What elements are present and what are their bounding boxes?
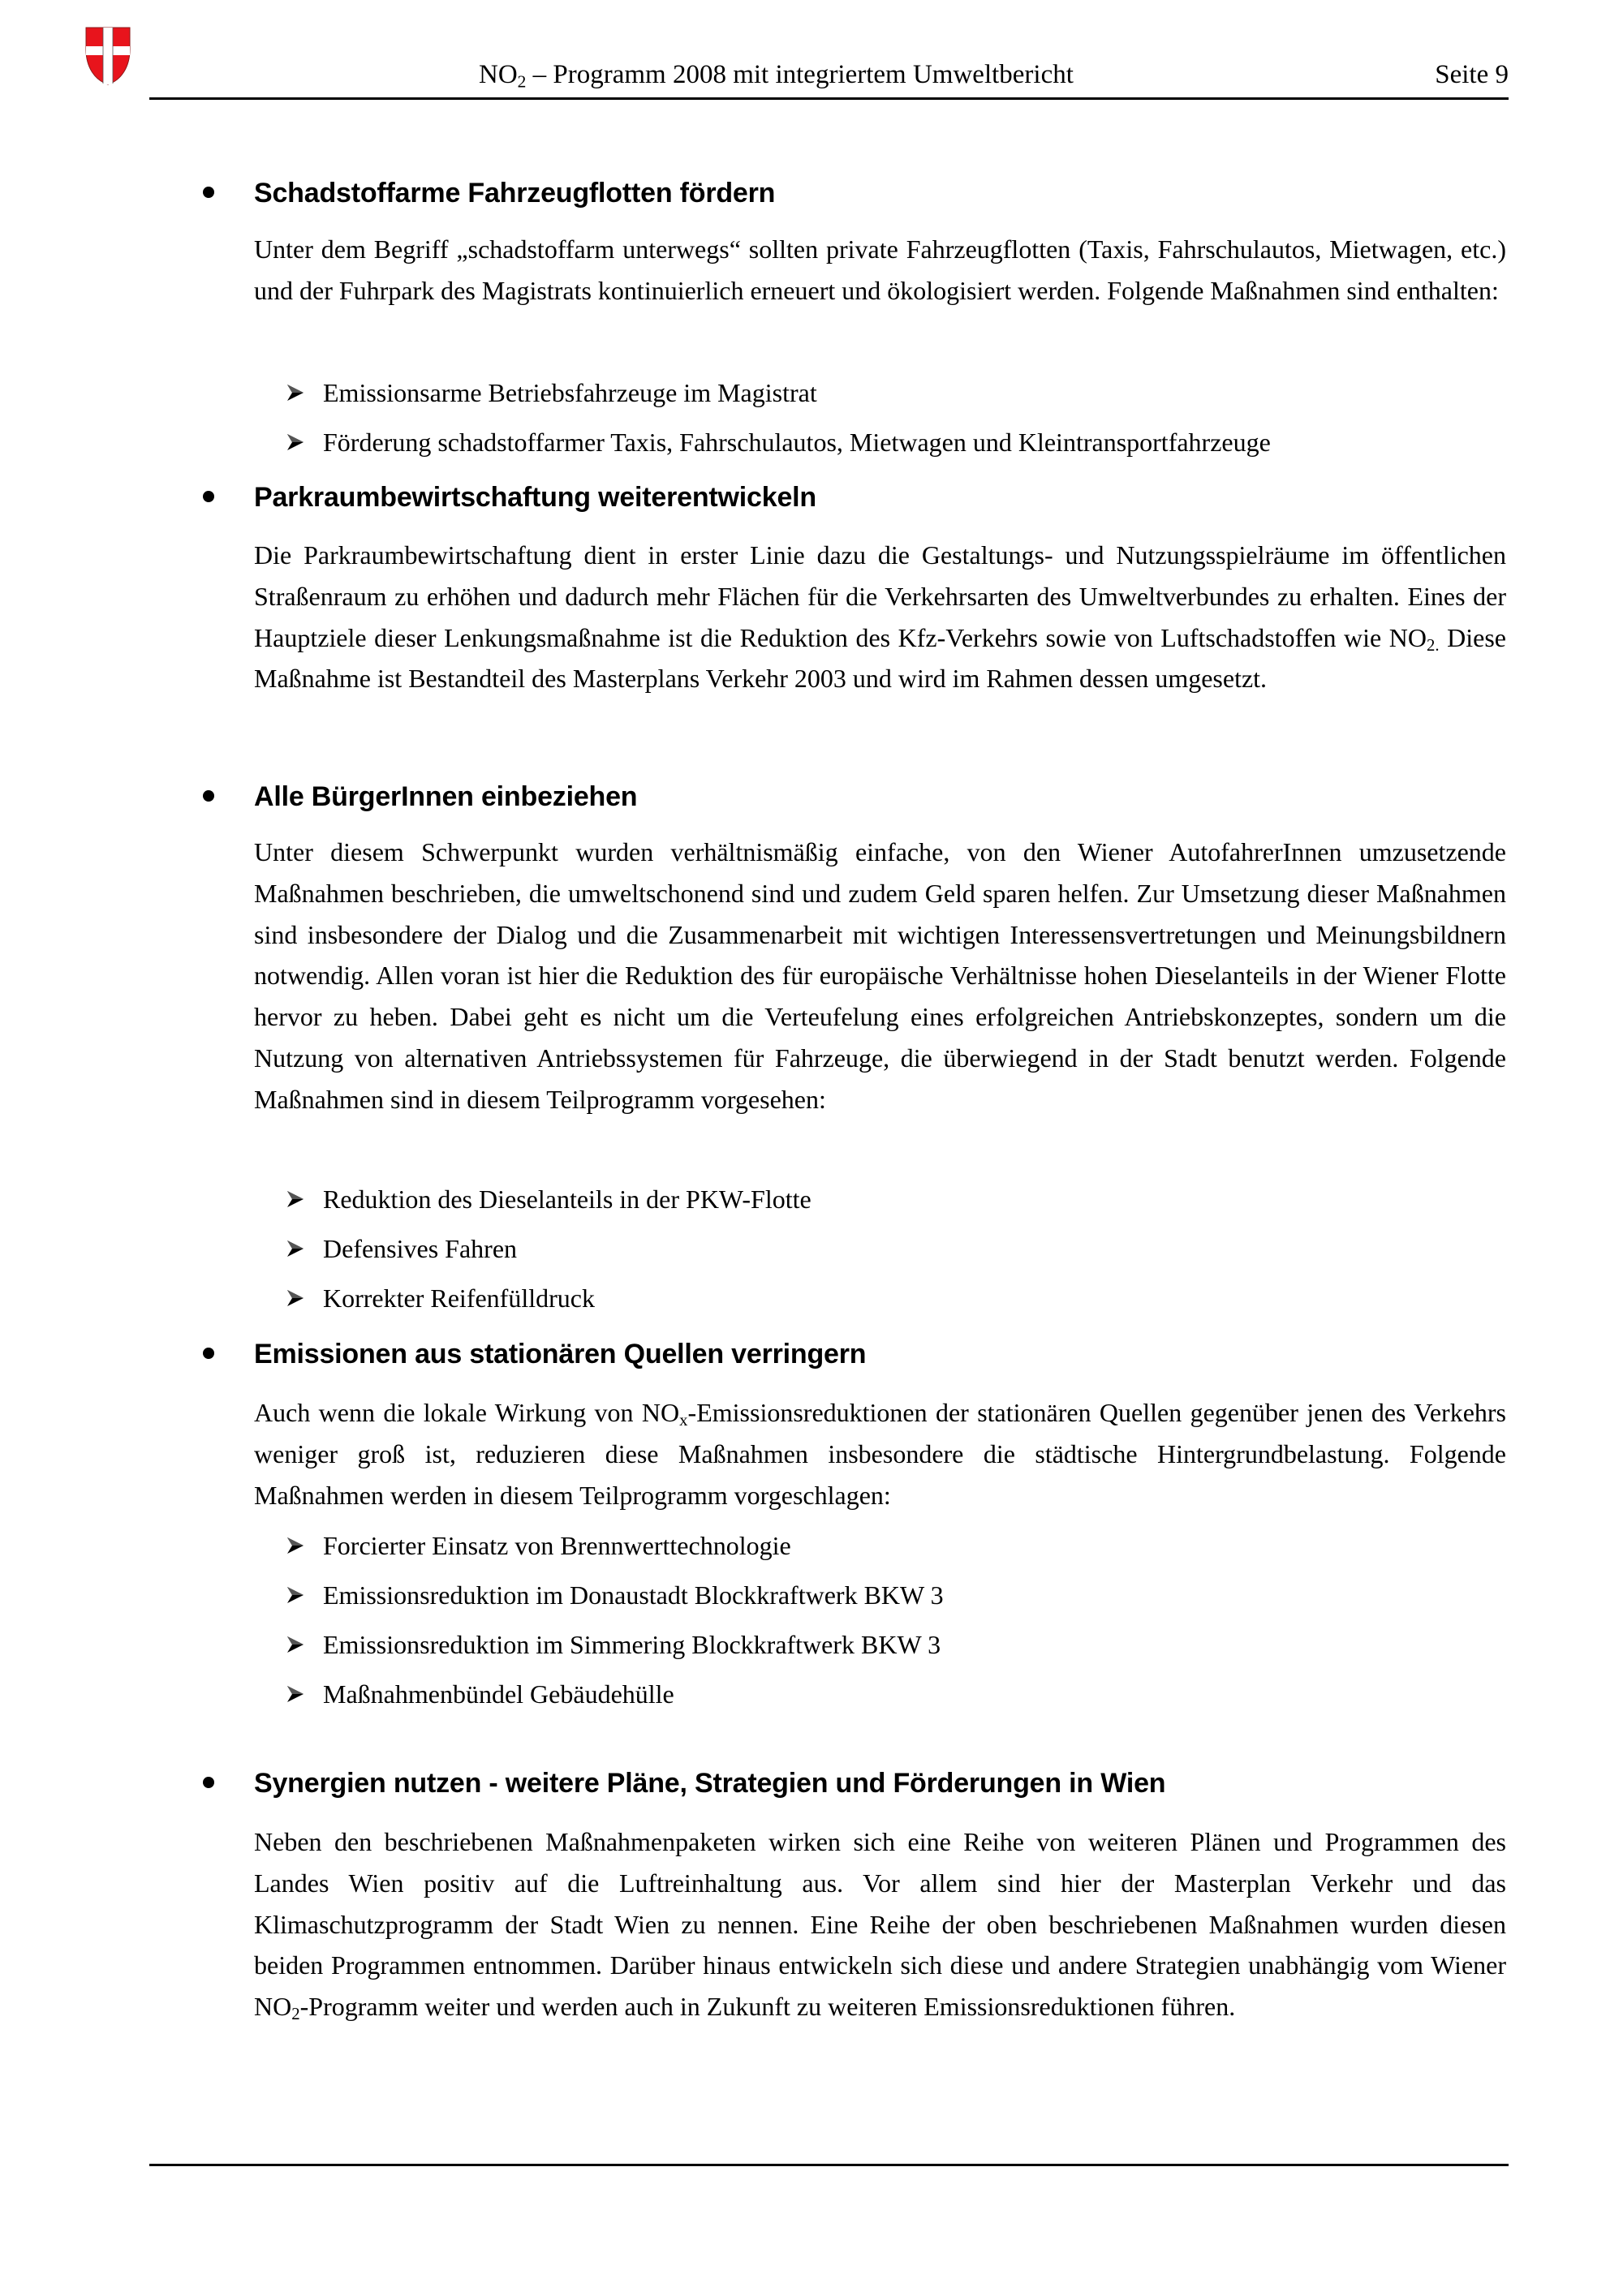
subscript: 2	[291, 2005, 300, 2024]
arrowhead-bullet-icon	[286, 1684, 305, 1704]
paragraph-text: Neben den beschriebenen Maßnahmenpaketen wirken sich eine Reihe von weiteren Plänen und Programmen des Landes Wien positiv auf die Luftreinhaltung aus. Vor allem sind hier der Masterplan Verkehr und das Klimaschutzprogramm der Stadt Wien zu nennen. Eine Reihe der oben beschriebenen Maßnahmen wurden diesen beiden Programmen entnommen. Darüber hinaus entwickeln sich diese und andere Strategien unabhängig vom Wiener NO	[254, 1827, 1506, 2022]
section-heading-fleets	[0, 175, 1623, 211]
section-heading-text: Synergien nutzen - weitere Pläne, Strategien und Förderungen in Wien	[254, 1768, 1166, 1799]
section-paragraph	[254, 535, 1506, 699]
bullet-dot-icon	[203, 187, 214, 198]
section-heading-text: Schadstoffarme Fahrzeugflotten fördern	[254, 178, 776, 209]
paragraph-text: -Programm weiter und werden auch in Zukunft zu weiteren Emissionsreduktionen führen.	[299, 1992, 1236, 2022]
arrowhead-bullet-icon	[286, 1635, 305, 1654]
document-title	[479, 58, 1074, 91]
paragraph-text: -Emissionsreduktionen der stationären Quellen gegenüber jenen des Verkehrs weniger groß ist, reduzieren diese Maßnahmen insbesondere die städtische Hintergrundbelastung. Folgende Maßnahmen werden in diesem Teilprogramm vorgeschlagen:	[254, 1398, 1507, 1510]
section-paragraph	[254, 1821, 1506, 2027]
title-no: NO	[479, 60, 518, 89]
list-item	[0, 1231, 1623, 1266]
list-item	[0, 1627, 1623, 1662]
arrowhead-bullet-icon	[286, 1288, 305, 1308]
list-item-text: Reduktion des Dieselanteils in der PKW-Flotte	[323, 1185, 812, 1214]
header-divider	[149, 97, 1509, 100]
list-item	[0, 424, 1623, 460]
arrowhead-bullet-icon	[286, 1536, 305, 1555]
arrowhead-bullet-icon	[286, 1239, 305, 1258]
list-item-text: Emissionsreduktion im Simmering Blockkraftwerk BKW 3	[323, 1630, 941, 1659]
bullet-dot-icon	[203, 790, 214, 802]
paragraph-text: Die Parkraumbewirtschaftung dient in erster Linie dazu die Gestaltungs- und Nutzungsspielräume im öffentlichen Straßenraum zu erhöhen und dadurch mehr Flächen für die Verkehrsarten des Umweltverbundes zu erhalten. Eines der Hauptziele dieser Lenkungsmaßnahme ist die Reduktion des Kfz-Verkehrs sowie von Luftschadstoffen wie NO	[254, 540, 1506, 652]
footer-divider	[149, 2164, 1509, 2166]
bullet-dot-icon	[203, 1348, 214, 1359]
section-paragraph: Unter diesem Schwerpunkt wurden verhältnismäßig einfache, von den Wiener AutofahrerInnen umzusetzende Maßnahmen beschrieben, die umweltschonend sind und zudem Geld sparen helfen. Zur Umsetzung dieser Maßnahmen sind insbesondere der Dialog und die Zusammenarbeit mit wichtigen Interessensvertretungen und Meinungsbildnern notwendig. Allen voran ist hier die Reduktion des für europäische Verhältnisse hohen Dieselanteils in der Wiener Flotte hervor zu heben. Dabei geht es nicht um die Verteufelung eines erfolgreichen Antriebskonzeptes, sondern um die Nutzung von alternativen Antriebssystemen für Fahrzeuge, die überwiegend in der Stadt benutzt werden. Folgende Maßnahmen sind in diesem Teilprogramm vorgesehen:	[254, 837, 1506, 1114]
section-heading-stationary	[0, 1336, 1623, 1372]
list-item-text: Forcierter Einsatz von Brennwerttechnologie	[323, 1531, 791, 1560]
arrowhead-bullet-icon	[286, 1585, 305, 1605]
list-item	[0, 1676, 1623, 1712]
section-heading-synergies	[0, 1765, 1623, 1801]
list-item-text: Emissionsreduktion im Donaustadt Blockkraftwerk BKW 3	[323, 1580, 944, 1610]
bullet-dot-icon	[203, 491, 214, 502]
section-heading-parking	[0, 479, 1623, 515]
vienna-coat-of-arms-icon	[85, 27, 131, 85]
arrowhead-bullet-icon	[286, 383, 305, 402]
arrowhead-bullet-icon	[286, 432, 305, 452]
section-heading-text: Parkraumbewirtschaftung weiterentwickeln	[254, 482, 816, 513]
list-item	[0, 1528, 1623, 1563]
section-heading-citizens	[0, 779, 1623, 815]
paragraph-text: Diese Maßnahme ist Bestandteil des Masterplans Verkehr 2003 und wird im Rahmen dessen umgesetzt.	[254, 622, 1507, 694]
list-item	[0, 375, 1623, 411]
title-subscript: 2	[517, 71, 527, 92]
paragraph-text: Auch wenn die lokale Wirkung von NO	[254, 1398, 680, 1427]
arrowhead-bullet-icon	[286, 1189, 305, 1209]
list-item	[0, 1280, 1623, 1316]
subscript: x	[679, 1411, 688, 1430]
section-paragraph: Unter dem Begriff „schadstoffarm unterwegs“ sollten private Fahrzeugflotten (Taxis, Fahrschulautos, Mietwagen, etc.) und der Fuhrpark des Magistrats kontinuierlich erneuert und ökologisiert werden. Folgende Maßnahmen sind enthalten:	[254, 234, 1506, 305]
list-item	[0, 1577, 1623, 1613]
list-item-text: Maßnahmenbündel Gebäudehülle	[323, 1679, 674, 1709]
section-heading-text: Alle BürgerInnen einbeziehen	[254, 781, 638, 812]
page-number: Seite 9	[1435, 60, 1509, 89]
title-rest: – Programm 2008 mit integriertem Umweltbericht	[526, 60, 1074, 89]
list-item-text: Förderung schadstoffarmer Taxis, Fahrschulautos, Mietwagen und Kleintransportfahrzeuge	[323, 428, 1271, 457]
bullet-dot-icon	[203, 1777, 214, 1788]
subscript: 2.	[1427, 635, 1440, 655]
list-item-text: Emissionsarme Betriebsfahrzeuge im Magistrat	[323, 378, 817, 407]
section-paragraph	[254, 1392, 1506, 1516]
list-item-text: Korrekter Reifenfülldruck	[323, 1283, 595, 1313]
list-item-text: Defensives Fahren	[323, 1234, 518, 1263]
list-item	[0, 1181, 1623, 1217]
section-heading-text: Emissionen aus stationären Quellen verringern	[254, 1339, 867, 1369]
